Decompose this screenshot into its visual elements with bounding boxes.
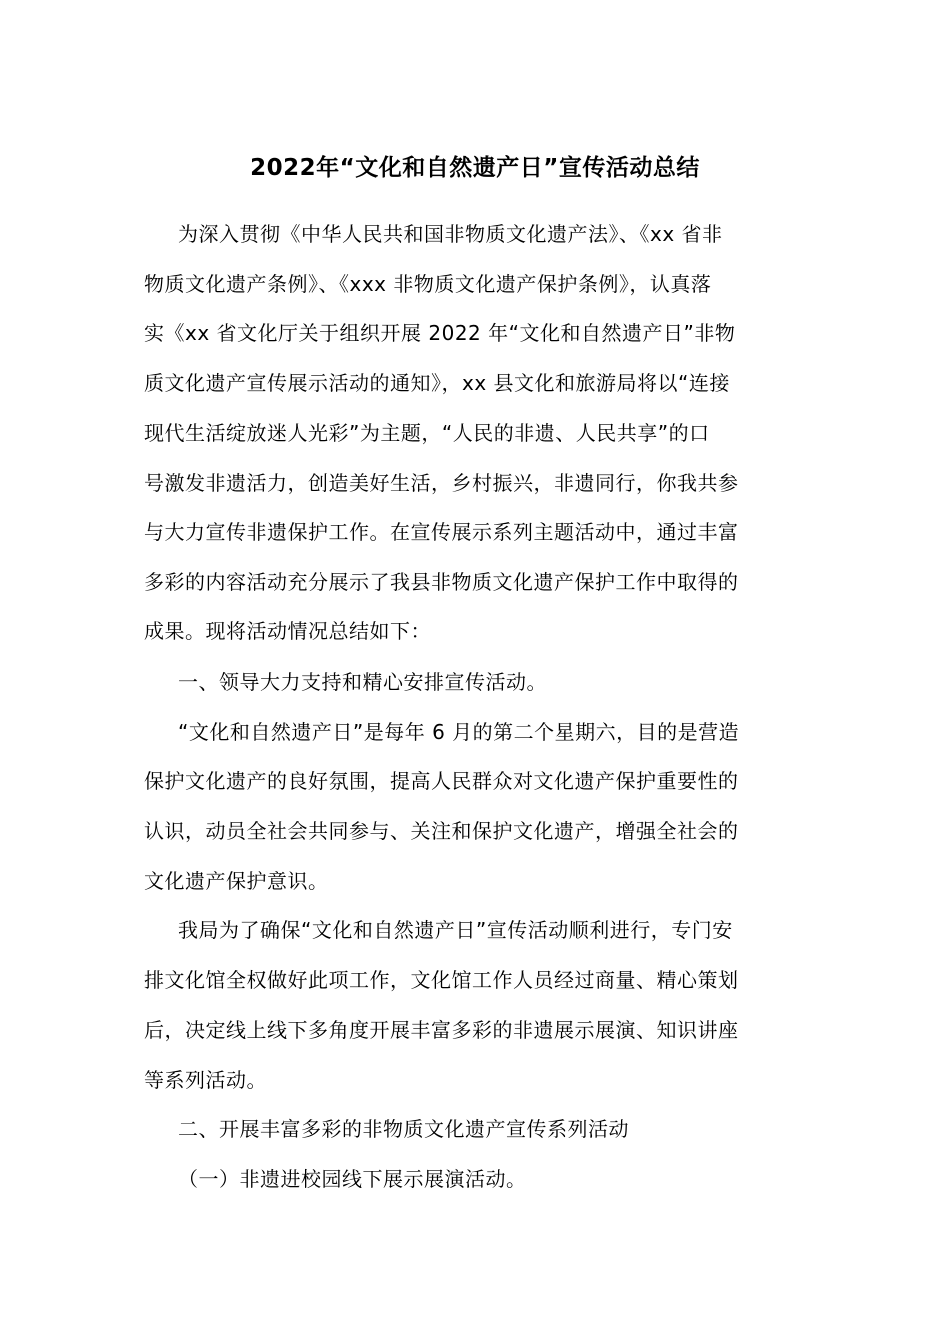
paragraph-line: 等系列活动。 [144,1068,267,1092]
section-heading: 二、开展丰富多彩的非物质文化遗产宣传系列活动 [178,1117,629,1141]
paragraph-line: 保护文化遗产的良好氛围，提高人民群众对文化遗产保护重要性的 [144,769,739,793]
paragraph-line: 与大力宣传非遗保护工作。在宣传展示系列主题活动中，通过丰富 [144,520,739,544]
paragraph-line: 我局为了确保“文化和自然遗产日”宣传活动顺利进行，专门安 [178,918,733,942]
paragraph-line: “文化和自然遗产日”是每年 6 月的第二个星期六，目的是营造 [178,720,740,744]
paragraph-line: 多彩的内容活动充分展示了我县非物质文化遗产保护工作中取得的 [144,570,739,594]
paragraph-line: 质文化遗产宣传展示活动的通知》，xx 县文化和旅游局将以“连接 [144,371,730,395]
paragraph-line: 现代生活绽放迷人光彩”为主题，“人民的非遗、人民共享”的口 [144,421,710,445]
paragraph-line: 排文化馆全权做好此项工作，文化馆工作人员经过商量、精心策划 [144,968,739,992]
paragraph-line: 文化遗产保护意识。 [144,869,329,893]
paragraph-line: 后，决定线上线下多角度开展丰富多彩的非遗展示展演、知识讲座 [144,1018,739,1042]
paragraph-line: 号激发非遗活力，创造美好生活，乡村振兴，非遗同行，你我共参 [144,471,739,495]
paragraph-line: 实《xx 省文化厅关于组织开展 2022 年“文化和自然遗产日”非物 [144,321,736,345]
section-heading: 一、领导大力支持和精心安排宣传活动。 [178,670,547,694]
paragraph-line: 成果。现将活动情况总结如下： [144,619,431,643]
paragraph-line: 物质文化遗产条例》、《xxx 非物质文化遗产保护条例》，认真落 [144,272,712,296]
paragraph-line: 认识，动员全社会共同参与、关注和保护文化遗产，增强全社会的 [144,819,739,843]
document-title: 2022年“文化和自然遗产日”宣传活动总结 [250,155,700,181]
subsection-heading: （一）非遗进校园线下展示展演活动。 [178,1167,527,1191]
paragraph-line: 为深入贯彻《中华人民共和国非物质文化遗产法》、《xx 省非 [178,222,723,246]
